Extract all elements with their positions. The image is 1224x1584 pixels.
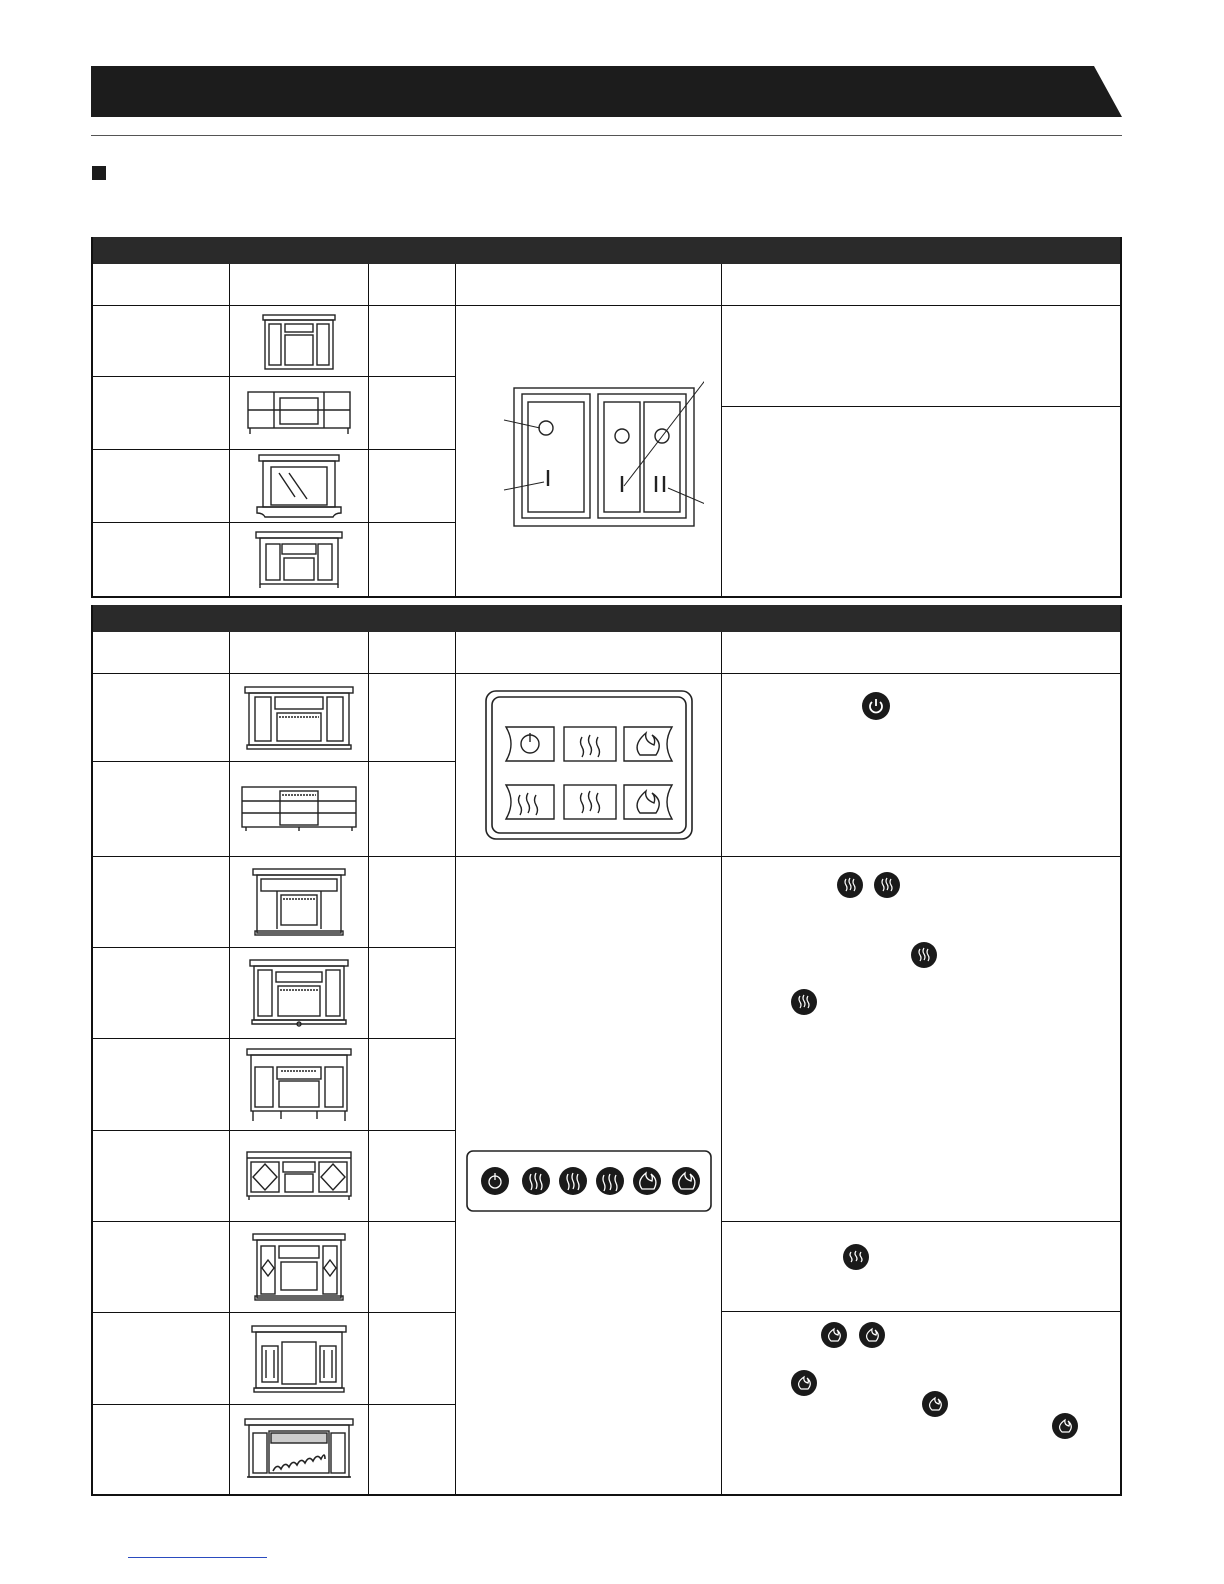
table-2-caption-bar <box>93 605 1120 632</box>
section-bullet <box>92 166 106 180</box>
touch-keypad-diagram <box>456 674 721 856</box>
heat-low-icon <box>911 942 937 968</box>
model-thumb-11 <box>230 1222 368 1312</box>
heat-high-icon <box>791 989 817 1015</box>
control-strip-diagram <box>456 857 721 1494</box>
heat-high-icon <box>874 872 900 898</box>
footer-link-underline[interactable] <box>128 1557 267 1558</box>
model-thumb-12 <box>230 1313 368 1404</box>
controls-table-2 <box>91 605 1122 1496</box>
model-thumb-3 <box>230 450 368 522</box>
model-thumb-5 <box>230 675 368 761</box>
table-1-caption-bar <box>93 237 1120 264</box>
flame-down-icon <box>859 1322 885 1348</box>
section-banner <box>91 66 1122 117</box>
model-thumb-8 <box>230 948 368 1038</box>
model-thumb-6 <box>230 762 368 856</box>
power-icon <box>862 692 890 720</box>
heat-off-icon <box>843 1244 869 1270</box>
model-thumb-13 <box>230 1405 368 1494</box>
heat-low-icon <box>837 872 863 898</box>
flame-up-icon <box>791 1370 817 1396</box>
model-thumb-9 <box>230 1039 368 1130</box>
flame-down-icon <box>922 1391 948 1417</box>
model-thumb-4 <box>230 523 368 596</box>
flame-down-icon <box>1052 1413 1078 1439</box>
controls-table-1 <box>91 237 1122 598</box>
model-thumb-1 <box>230 307 368 376</box>
model-thumb-10 <box>230 1131 368 1221</box>
flame-up-icon <box>821 1322 847 1348</box>
model-thumb-2 <box>230 377 368 449</box>
rocker-switch-panel-diagram <box>456 306 721 596</box>
header-rule <box>91 135 1122 136</box>
model-thumb-7 <box>230 857 368 947</box>
